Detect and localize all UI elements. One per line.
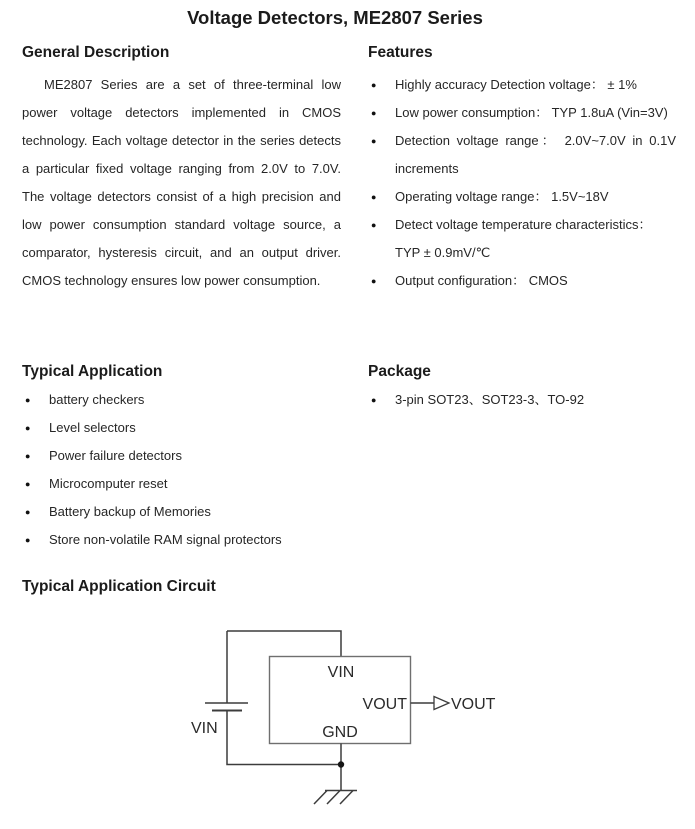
bullet-icon: ●: [25, 451, 31, 461]
typical-application-list: [22, 386, 341, 554]
wire-battery-to-vin: [227, 631, 341, 656]
vout-pin-label: VOUT: [362, 696, 407, 713]
list-item: [22, 526, 341, 554]
battery-vin-label: VIN: [191, 720, 218, 737]
list-item: [368, 267, 676, 295]
general-description-text: ME2807 Series are a set of three-terminal low power voltage detectors implemented in CMOS technology. Each voltage detector in the series detects a particular fixed voltage ranging from 2.0V to 7.0V. The voltage detectors consist of a high precision and low power consumption standard voltage source, a comparator, hysteresis circuit, and an output driver. CMOS technology ensures low power consumption.: [22, 77, 341, 288]
application-text: Battery backup of Memories: [49, 504, 211, 519]
list-item: [368, 99, 676, 127]
gnd-pin-label: GND: [322, 724, 358, 741]
list-item: [22, 470, 341, 498]
bullet-icon: ●: [25, 507, 31, 517]
general-description-heading: General Description: [22, 44, 170, 61]
application-text: Power failure detectors: [49, 448, 182, 463]
list-item: [22, 386, 341, 414]
bullet-icon: ●: [25, 479, 31, 489]
vin-pin-label: VIN: [327, 664, 355, 681]
bullet-icon: ●: [25, 423, 31, 433]
bullet-icon: ●: [25, 395, 31, 405]
bullet-icon: ●: [371, 136, 377, 146]
feature-text: Highly accuracy Detection voltage： ± 1%: [395, 77, 637, 92]
application-text: Store non-volatile RAM signal protectors: [49, 532, 282, 547]
ground-icon: [314, 791, 357, 805]
feature-text-line2: TYP ± 0.9mV/℃: [395, 245, 491, 260]
section-package: [368, 363, 676, 414]
bullet-icon: ●: [371, 108, 377, 118]
output-triangle-icon: [434, 697, 449, 710]
list-item: [22, 498, 341, 526]
battery-icon: [205, 703, 248, 711]
junction-dot: [338, 761, 344, 767]
circuit-heading: Typical Application Circuit: [22, 578, 216, 595]
feature-text: Detection voltage range： 2.0V~7.0V in 0.1V increments: [395, 133, 676, 176]
package-heading: Package: [368, 363, 431, 380]
list-item: [368, 183, 676, 211]
list-item: [368, 386, 676, 414]
bullet-icon: ●: [371, 276, 377, 286]
section-general-description: [22, 44, 341, 295]
feature-text: Operating voltage range： 1.5V~18V: [395, 189, 609, 204]
features-list: [368, 71, 676, 295]
bullet-icon: ●: [371, 192, 377, 202]
application-text: Level selectors: [49, 420, 136, 435]
section-features: [368, 44, 676, 295]
application-text: battery checkers: [49, 392, 145, 407]
feature-text: Detect voltage temperature characteristics：: [395, 217, 652, 232]
features-heading: Features: [368, 44, 433, 61]
typical-application-heading: Typical Application: [22, 363, 163, 380]
bullet-icon: ●: [371, 80, 377, 90]
bullet-icon: ●: [371, 395, 377, 405]
list-item: [368, 211, 676, 267]
page-title: Voltage Detectors, ME2807 Series: [187, 7, 483, 28]
package-text: 3-pin SOT23、SOT23-3、TO-92: [395, 392, 585, 407]
list-item: [368, 127, 676, 183]
application-circuit-diagram: [0, 610, 695, 829]
bullet-icon: ●: [371, 220, 377, 230]
bullet-icon: ●: [25, 535, 31, 545]
application-text: Microcomputer reset: [49, 476, 168, 491]
section-typical-application: [22, 363, 341, 554]
list-item: [22, 414, 341, 442]
list-item: [22, 442, 341, 470]
package-list: [368, 386, 676, 414]
output-vout-label: VOUT: [451, 696, 496, 713]
list-item: [368, 71, 676, 99]
feature-text: Output configuration： CMOS: [395, 273, 568, 288]
feature-text: Low power consumption： TYP 1.8uA (Vin=3V): [395, 105, 668, 120]
